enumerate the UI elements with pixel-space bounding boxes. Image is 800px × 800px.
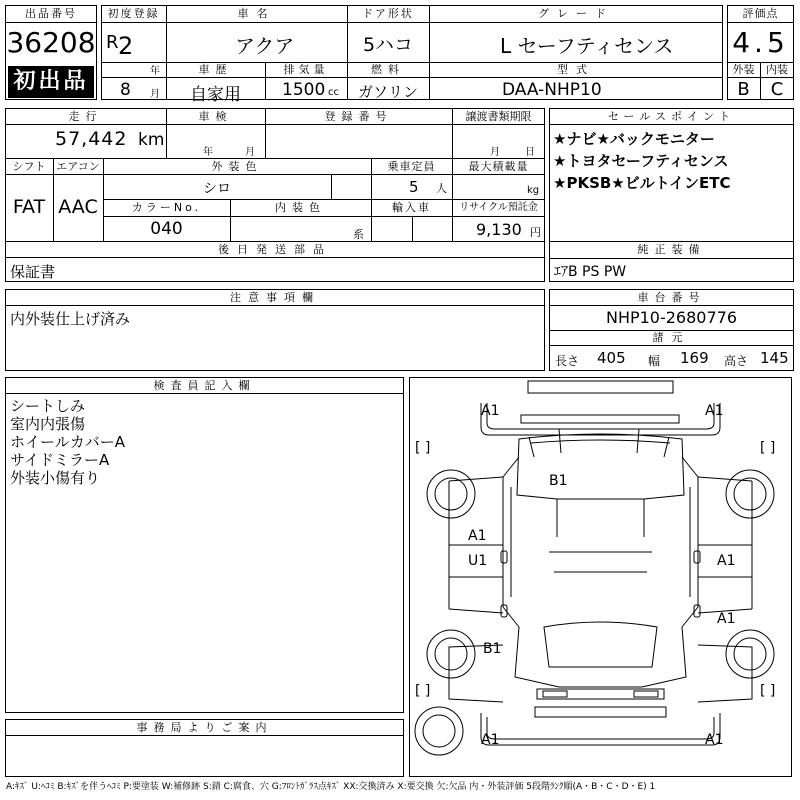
exterior-label: 外装 (732, 63, 755, 76)
score-value: 4.5 (732, 26, 789, 59)
inspection-label: 車検 (198, 110, 233, 123)
payload-label: 最大積載量 (468, 160, 529, 173)
chassis-label: 車台番号 (637, 291, 706, 304)
capacity-label: 乗車定員 (387, 160, 436, 173)
inspector-line: ホイールカバーA (10, 433, 125, 451)
sales-point-item: ★PKSB★ビルトインETC (553, 174, 731, 192)
car-damage-diagram (409, 377, 792, 777)
history-value: 自家用 (190, 85, 241, 105)
sales-point-label: セールスポイント (607, 110, 735, 123)
transfer-month-unit: 月 (490, 147, 500, 158)
bracket-mark: [ ] (760, 440, 776, 456)
shift-label: シフト (12, 160, 46, 173)
history-label: 車歴 (198, 63, 233, 76)
inspector-line: サイドミラーA (10, 451, 110, 469)
mileage-unit: km (138, 130, 165, 150)
notes-label: 注意事項欄 (230, 291, 320, 304)
model-label: 型式 (557, 63, 595, 76)
color-no-value: 040 (150, 219, 183, 239)
sales-point-item: ★ナビ★バックモニター (553, 130, 715, 148)
lot-label: 出品番号 (25, 7, 77, 20)
damage-mark: A1 (717, 611, 736, 627)
equipment-value: ｴｱB PS PW (554, 264, 627, 280)
grade-value: L セーフティセンス (500, 34, 674, 58)
reg-year: 2 (118, 32, 134, 60)
length-label: 長さ (555, 354, 580, 368)
capacity-value: 5 (409, 178, 419, 196)
damage-mark: A1 (717, 553, 736, 569)
inspection-month-unit: 月 (245, 147, 255, 158)
first-listing-badge (8, 66, 94, 98)
inspection-year-unit: 年 (203, 147, 213, 158)
width-value: 169 (680, 349, 709, 367)
reg-month: 8 (120, 80, 131, 100)
reg-year-unit: 年 (150, 66, 160, 77)
later-parts-value: 保証書 (10, 263, 56, 281)
damage-mark: A1 (705, 732, 724, 748)
int-color-suffix: 系 (353, 228, 364, 241)
recycle-unit: 円 (530, 226, 541, 239)
car-name-label: 車名 (237, 7, 276, 20)
bracket-mark: [ ] (760, 683, 776, 699)
int-color-label: 内装色 (275, 201, 326, 214)
damage-mark: A1 (468, 528, 487, 544)
legend-text: A:ｷｽﾞ U:ﾍｺﾐ B:ｷｽﾞを伴うﾍｺﾐ P:要塗装 W:補修跡 S:錆 C:腐食、穴 G:ﾌﾛﾝﾄｶﾞﾗｽ点ｷｽﾞ XX:交換済み X:要交換 欠:欠品 内・外装評価 5段階ﾗﾝｸ順(A・B・C・D・E) 1 (6, 782, 656, 792)
reg-month-unit: 月 (150, 89, 160, 100)
inspector-line: 室内内張傷 (10, 415, 86, 433)
ac-value: AAC (58, 196, 98, 218)
reg-era: R (106, 32, 119, 53)
transfer-label: 譲渡書類期限 (465, 110, 532, 123)
recycle-value: 9,130 (476, 220, 522, 239)
ext-color-value: シロ (203, 181, 231, 197)
damage-mark: A1 (481, 403, 500, 419)
interior-label: 内装 (766, 63, 788, 76)
sales-point-item: ★トヨタセーフティセンス (553, 152, 729, 170)
recycle-label: リサイクル預託金 (459, 202, 538, 213)
mileage-value: 57,442 (55, 128, 128, 150)
damage-mark: B1 (483, 641, 502, 657)
height-label: 高さ (724, 354, 749, 368)
payload-unit: kg (527, 185, 540, 196)
first-listing-text: 初出品 (13, 69, 89, 94)
door-label: ドア形状 (362, 7, 414, 20)
equipment-label: 純正装備 (637, 243, 706, 256)
dims-label: 諸元 (652, 331, 691, 344)
width-label: 幅 (648, 354, 661, 368)
car-name: アクア (235, 34, 295, 58)
exterior-grade: B (737, 79, 750, 100)
displacement-label: 排気量 (283, 63, 329, 76)
mileage-label: 走行 (68, 110, 103, 123)
notes-value: 内外装仕上げ済み (10, 310, 131, 328)
fuel-label: 燃料 (371, 63, 405, 76)
capacity-unit: 人 (436, 182, 447, 195)
color-no-label: カラーNo. (131, 201, 202, 214)
transfer-day-unit: 日 (525, 147, 535, 158)
ac-label: エアコン (56, 160, 100, 173)
office-label: 事務局よりご案内 (136, 721, 273, 734)
interior-grade: C (770, 79, 784, 100)
inspector-line: 外装小傷有り (10, 469, 101, 487)
chassis-value: NHP10-2680776 (605, 308, 738, 327)
damage-mark: U1 (468, 553, 488, 569)
displacement-value: 1500 (282, 80, 326, 100)
lot-number: 36208 (6, 26, 96, 59)
model-value: DAA-NHP10 (502, 80, 602, 100)
later-parts-box (5, 258, 545, 282)
damage-mark: A1 (481, 732, 500, 748)
inspector-line: シートしみ (10, 397, 86, 415)
damage-mark: B1 (549, 473, 568, 489)
damage-mark: A1 (705, 403, 724, 419)
regno-label: 登録番号 (324, 110, 393, 123)
door-value: 5ハコ (362, 34, 414, 56)
bracket-mark: [ ] (415, 440, 431, 456)
length-value: 405 (597, 349, 626, 367)
displacement-unit: cc (328, 87, 339, 98)
later-parts-label: 後日発送部品 (218, 243, 332, 256)
inspector-label: 検査員記入欄 (153, 379, 256, 392)
grade-label: グレード (538, 7, 614, 20)
height-value: 145 (760, 349, 789, 367)
score-label: 評価点 (742, 7, 779, 20)
fuel-value: ガソリン (357, 83, 418, 101)
bracket-mark: [ ] (415, 683, 431, 699)
ext-color-label: 外装色 (211, 160, 263, 173)
shift-value: FAT (12, 196, 46, 218)
import-label: 輸入車 (392, 201, 431, 214)
reg-label: 初度登録 (107, 7, 160, 20)
